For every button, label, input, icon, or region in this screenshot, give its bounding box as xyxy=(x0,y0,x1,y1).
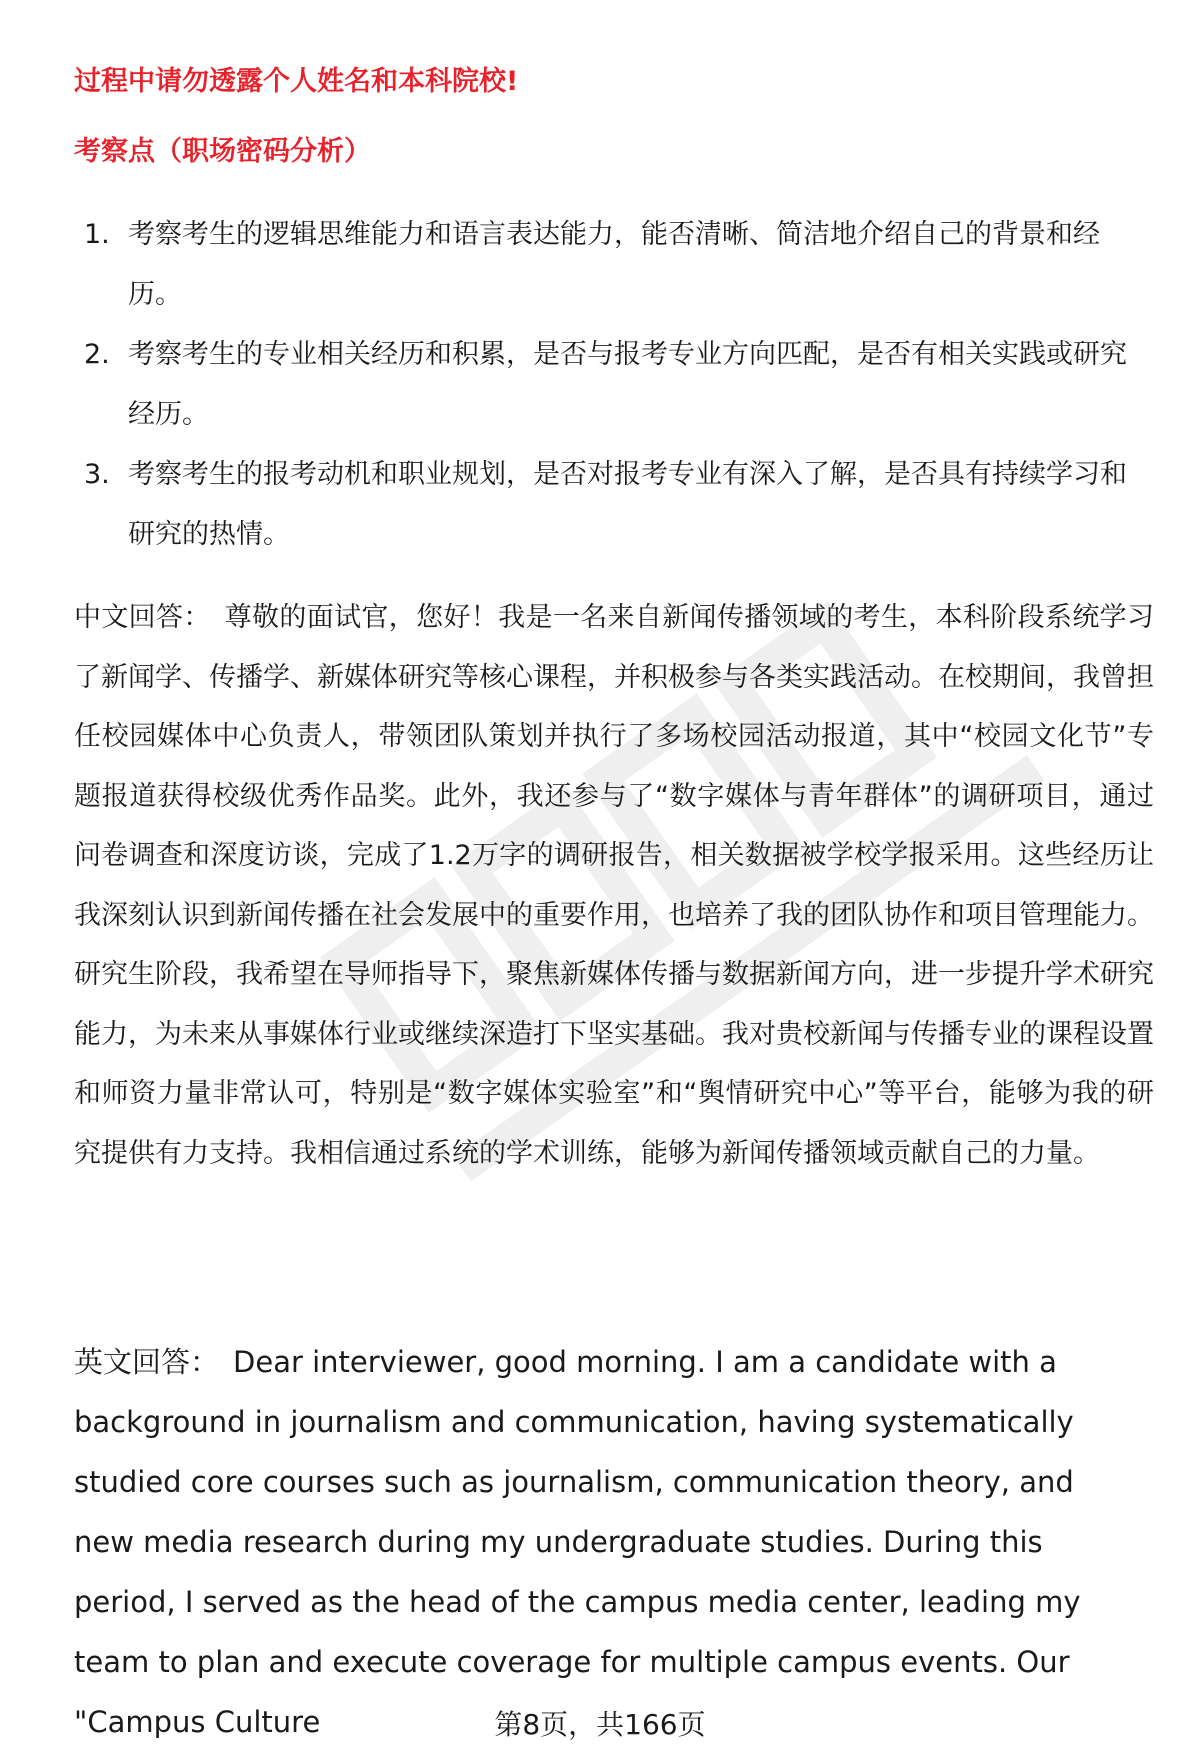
page-number: 第8页，共166页 xyxy=(494,1708,706,1741)
chinese-answer xyxy=(74,588,1154,1183)
chinese-answer-label: 中文回答： xyxy=(74,602,211,633)
list-item-number: 2. xyxy=(84,339,110,370)
chinese-answer-text: 尊敬的面试官，您好！我是一名来自新闻传播领域的考生，本科阶段系统学习了新闻学、传播学、新媒体研究等核心课程，并积极参与各类实践活动。在校期间，我曾担任校园媒体中心负责人，带领团队策划并执行了多场校园活动报道，其中“校园文化节”专题报道获得校级优秀作品奖。此外，我还参与了“数字媒体与青年群体”的调研项目，通过问卷调查和深度访谈，完成了1.2万字的调研报告，相关数据被学校学报采用。这些经历让我深刻认识到新闻传播在社会发展中的重要作用，也培养了我的团队协作和项目管理能力。研究生阶段，我希望在导师指导下，聚焦新媒体传播与数据新闻方向，进一步提升学术研究能力，为未来从事媒体行业或继续深造打下坚实基础。我对贵校新闻与传播专业的课程设置和师资力量非常认可，特别是“数字媒体实验室”和“舆情研究中心”等平台，能够为我的研究提供有力支持。我相信通过系统的学术训练，能够为新闻传播领域贡献自己的力量。 xyxy=(74,602,1155,1169)
list-item-number: 3. xyxy=(84,459,110,490)
list-item xyxy=(74,325,1144,445)
list-item-text: 考察考生的逻辑思维能力和语言表达能力，能否清晰、简洁地介绍自己的背景和经历。 xyxy=(128,219,1100,310)
list-item-text: 考察考生的报考动机和职业规划，是否对报考专业有深入了解，是否具有持续学习和研究的热情。 xyxy=(128,459,1127,550)
english-answer-text: Dear interviewer, good morning. I am a candidate with a background in journalism and communication, having systematically studied core courses such as journalism, communication theory, and new media research during my undergraduate studies. During this period, I served as the head of the campus media center, leading my team to plan and execute coverage for multiple campus events. Our "Campus Culture xyxy=(74,1345,1081,1739)
warning-text: 过程中请勿透露个人姓名和本科院校! xyxy=(74,66,519,97)
list-item xyxy=(74,205,1144,325)
list-item-text: 考察考生的专业相关经历和积累，是否与报考专业方向匹配，是否有相关实践或研究经历。 xyxy=(128,339,1127,430)
english-answer-label: 英文回答： xyxy=(74,1345,220,1379)
evaluation-points-list xyxy=(74,205,1144,565)
list-item-number: 1. xyxy=(84,219,110,250)
list-item xyxy=(74,445,1144,565)
section-title: 考察点（职场密码分析） xyxy=(74,136,371,167)
